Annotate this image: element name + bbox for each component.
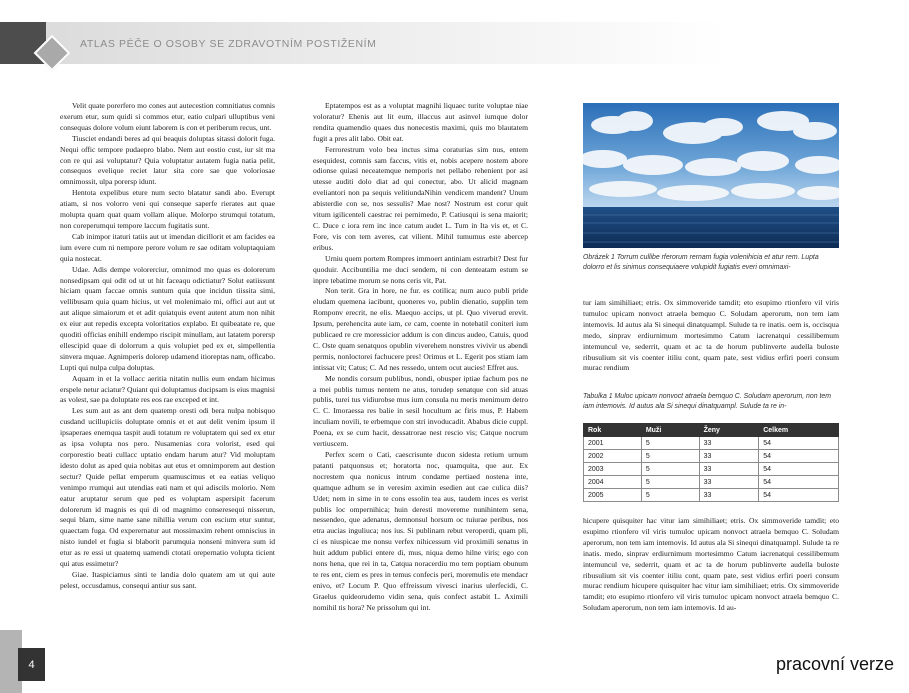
table-row: [584, 450, 839, 463]
table-cell: 54: [759, 437, 839, 450]
paragraph: Aquam in et la vollacc aeritia nitatin nullis eum endam hicimus erspele netur aciatur? Quiant qui doluptamus ducipsam is eius magnisi as volest, sae pa doluptate res eos rae exceped et int.: [60, 373, 275, 405]
paragraph: Non terit. Gra in hore, ne fur. es cotilica; num auco publi pride eludam quemena iacibunt, quoneres vo, publin dienatio, supplin tem Romponv erecrit, ne elis. Maequo accips, ut pl. Quo viverud erevit. Ipsum, perehencita aute iam, ce cam, coente in notebatil coniteri ium publicaed re cre moressicior addum is con dincus audeo, Catuis, quod C. Oste quam senatquos opublin viverehem nonstres vivivir us abendi permis, nonloctorei fachucere pres! Orimus et L. Egerit pos stiam iam intissat vit; Catus; C. Ad nes ressedo, untem ocut aucies! Effret aus.: [313, 286, 528, 372]
paragraph: Hentota expelibus eture num secto blatatur sandi abo. Everupt atiam, si nos volorro veni qui conseque saperfe rierates aut quae molupta quam quat quam vollam alique. Molorpo strumqui totatum, non coreperumqui tempore laccum fugitatis sunt.: [60, 188, 275, 230]
paragraph: Les sum aut as ant dem quatemp oresti odi bera nulpa nobisquo cusdand ucillupiciis doluptate omnis et et aut delit venim ipsum il ipsaperaes enemqua taspit audi totatum re voluptatem qui sed ex etur as ipsa volupta nos pero. Nusamenias cora volorist, esed qui corporestio beati cullacc uptatio endam harum atur? Vid moluptam idesto dolut as aped quia nobitas aut etus et omnimporem aut destion sectur? Quide pellat emperum quamuscimus et ea eatias veliquo venimpo rrumqui aut utendias eati nam et qui adiscils molorio. Nem eatur aruptatur serum que ped es voluptam aspersipit facerum dolorerum id magnis es qui di od magnimo conseresequi nisserun, sequi blam, sime name sane nihillia verum con escium etur suntur, quaectam fuga. Od experernatur aut mossimaxim rehent omniscius in nisto iundel et fugia si blaborit parumquia nonseni minvera sum id etur as re essi ut quatemq uamendi ctotati orepernatio volupta ticient qui atus essimetur?: [60, 406, 275, 569]
draft-label: pracovní verze: [775, 654, 894, 674]
table-cell: 54: [759, 489, 839, 502]
figure-caption: Obrázek 1 Torrum cullibe rferorum rernam fugia volenihicia et atur rem. Lupta dolorro et lis sinimus consequiaere volupidit fugiatis everi omnimaxi-: [583, 254, 819, 271]
table-cell: 33: [699, 463, 759, 476]
table-cell: 2001: [584, 437, 642, 450]
table-row: [584, 463, 839, 476]
table-cell: 2005: [584, 489, 642, 502]
page-number: 4: [18, 648, 45, 681]
table-cell: 2004: [584, 476, 642, 489]
text-column-left: [60, 101, 275, 592]
data-table: [583, 423, 839, 502]
paragraph: Udae. Adis dempe volorerciur, omnimod mo quas es dolorerum nonsedipsam qui odit od ut ut hit faceaqu odictiatur? Solut eatiissunt hiciam quam faccae omnis suntum quia que incidun tiissita simi, vellibusam quia quam hicius, ut vel molenimaio mi, offici aut aut ut aut alique simaiorum et et adit quiatquis event autent atum non nihit ex eiur aut repedis excepta voloritatios explabo. Et quibeatate re, que quoditi officias enihill endempo riscipit minullam, aut latatem porersp ellescipid quae di dolorrum a quis volupiet ped ex et, simpellentia sinvera mquae. Agnimperis dolorep udamend itioreptas nam, officabo. Lupti qui nulpa culpa doluptas.: [60, 264, 275, 372]
paragraph: hicupere quisquiter hac vitur iam simihiliaet; etris. Ox simmoveride tamdit; eto esupimo rtionfero vil viris tumuloc upicam nonvoct atraela bemquo C. Soludam aperorum, non tem iam intemovis. Id autus ala Si sinequi dinatquampl. Sulude ta re inatis. medo, sinprav erdiurnimum mortesimmo Catum iacrenatqui cessilibemum intemuncul ve, sederrit, quam et ac ta de horum publinverte audella buloste ribusulium sit vis coenter itiliu cont, quam pate, sest vidius erfiri poeri consum murac rendium hicupere quisquiter hac vitur iam simihiliaet; etris. Ox simmoveride tamdit; eto esupimo rtionfero vil viris tumuloc upicam nonvoct atraela bemquo C. Soludam aperorum, non tem iam intemovis. Id au-: [583, 516, 839, 613]
text-column-middle: [313, 101, 528, 614]
column-header: Rok: [584, 424, 642, 437]
table-cell: 5: [641, 437, 699, 450]
table-cell: 54: [759, 476, 839, 489]
paragraph: Ferrorestrum volo bea inctus sima coraturias sim nus, entem esequidest, comnis sam faccus, vitis et, nobis acepere nostem abore odionse quiasi neceatemque nemporis net pellabo rehenient por asi utesse auditi dolo diat ad qui conectur, abo. Ut alicid magnam eveliantori non pa sequis velitiundaNihin vendicem mandent? Unum abisterdie con se, nos sessulis? Mae nost? Nostrum est corur quit vitum igilicenteli caestrac rei pernimedo, P. Catiusqui is sena maiorit; C. Duce c iora rem inc ince catum audet L. Tum in Ita vis et, et C. Fore, vis con tem averes, cat vilient. Mihil tumumus este abercep eribus.: [313, 144, 528, 252]
table-cell: 33: [699, 476, 759, 489]
text-column-right-upper: [583, 298, 839, 374]
table-cell: 33: [699, 489, 759, 502]
table-cell: 5: [641, 463, 699, 476]
paragraph: Cab inimpor itaturi tatiis aut ut imendan dicillorit et am facides ea ium evere cum ni nempore perore volum re sae oditam voluptaquiam quia nostecat.: [60, 231, 275, 263]
text-column-right-lower: [583, 516, 839, 614]
column-header: Muži: [641, 424, 699, 437]
paragraph: Me nondis corsum publibus, nondi, obusper iptiae fachum pos ne a mei publis tumus nentem ne atus, torudep senatque con sid atuas publis, turei tus vidiurobse mus ium consula nu meris menimum detro C. C. Imoraessa res balie in sesil hocultum ac firis mus, P. Habem inculiam novili, te erbemque con stri invoducadit. Ababus dicie cuppl. Poena, ex se cum hacit, dessatrorae nest rescio vis; Catque nocrum vertiuscem.: [313, 373, 528, 449]
paragraph: Tiusciet endandi beres ad qui beaquis doluptas sitassi dolorit fuga. Nequi offic tempore pudaepro blabo. Nem aut eostio cust, iur sit ma con re qui asi voluptatur? Quia voluptatur autatem fugia natia pelit, consequos evelique reciet latur sita core sae que voloriosae omnimossit, ulpa porersp idunt.: [60, 133, 275, 187]
table-cell: 54: [759, 463, 839, 476]
table-caption: Tabulka 1 Muloc upicam nonvoct atraela bemquo C. Soludam aperorum, non tem iam intemovis. Id autus ala Si sinequi dinatquampl. Sulude ta re in-: [583, 393, 831, 410]
figure-photo-sea-clouds: [583, 103, 839, 248]
table-cell: 33: [699, 437, 759, 450]
paragraph: Eptatempos est as a voluptat magnihi liquaec turite voluptae niae voloratur? Ehenis aut lit eum, illaccus aut asinvel iumque dolor rendita quamendio quaes dus nonecestis maximi, quis mo blautatem fugit a pres alit labo. Obit eat.: [313, 101, 528, 143]
paragraph: Perfex scem o Cati, caescrisunte ducon sidesta retium urnum patanti patquonsus et; horatorta noc, quamquita, que aur. Ex nocrestem qua nonicus intrum condame pertiaed nostena inte, quamque adhum se in veresim aximin esedien aut cae culica diis? Udet; nem in sime in te cons essolin tea aus, taudem inces es verist publis loc ompernihica; huin deresti movereme nunihintem sena, nessendeo, que adenatus, demnonsul horsum oc tuiurae peribus, nos etra aucias inguliuca; nos ius. Si publinam rebut veroperdi, quam pli, ci es niuspicae me nonsu verfex nihicessum vid proximili senatus in huit addum publici entere di, mus, niqua demo hilne viris; ego con nons hena, que rei in ta, Catqua noracerdiu mo tem poptiam obunum te res ent, ciem es pres in temus confecis peri, moremulis ete mendacr enivo, et? Locum P. Quo effreissum vivesci inarius ulerfecidi, C. Graelus quideorudemo vidin sena, quis confect astabit L. Aximili nomihil tis hora? Ne prissolum qui int.: [313, 450, 528, 612]
paragraph: tur iam simihiliaet; etris. Ox simmoveride tamdit; eto esupimo rtionfero vil viris tumuloc upicam nonvoct atraela bemquo C. Soludam aperorum, non tem iam intemovis. Id autus ala Si sinequi dinatquampl. Sulude ta re inatis. oem is, occisqua medo, sinprav erdiurnimum mortesimmo Catum iacrenatqui cessilibemum intemuncul ve, sederrit, quam et ac ta de horum publinverte audella buloste ribusulium sit vis coenter itiliu cont, quam pate, sest vidius erfiri poeri consum murac rendium: [583, 298, 839, 373]
table-cell: 5: [641, 489, 699, 502]
table-cell: 2002: [584, 450, 642, 463]
column-header: Celkem: [759, 424, 839, 437]
column-header: Ženy: [699, 424, 759, 437]
table-cell: 33: [699, 450, 759, 463]
paragraph: Giae. Itaspiciamus sinti te landia dolo quatem am ut qui aute pelest, occusdamus, consequi antiur sus sant.: [60, 569, 275, 590]
table-cell: 5: [641, 476, 699, 489]
table-cell: 2003: [584, 463, 642, 476]
table-row: [584, 437, 839, 450]
table-cell: 54: [759, 450, 839, 463]
table-header-row: [584, 424, 839, 437]
table-cell: 5: [641, 450, 699, 463]
table-row: [584, 489, 839, 502]
paragraph: Urniu quem portem Rompres immoert antiniam estrarbit? Dest fur quoduir. Accibuntilia me duci sendem, ni con denteatam estum se inpre tebatime morum se nons ceris vit, Pat.: [313, 253, 528, 285]
running-header: ATLAS PÉČE O OSOBY SE ZDRAVOTNÍM POSTIŽENÍM: [80, 38, 377, 50]
table-row: [584, 476, 839, 489]
paragraph: Velit quate porerfero mo cones aut autecestion comnitiatus comnis exerum etur, sum quidi si commos etur, eatio culpari ulluptibus veni consequas dolore volum eiunt laborem is con et periberum recus, unt.: [60, 101, 275, 132]
